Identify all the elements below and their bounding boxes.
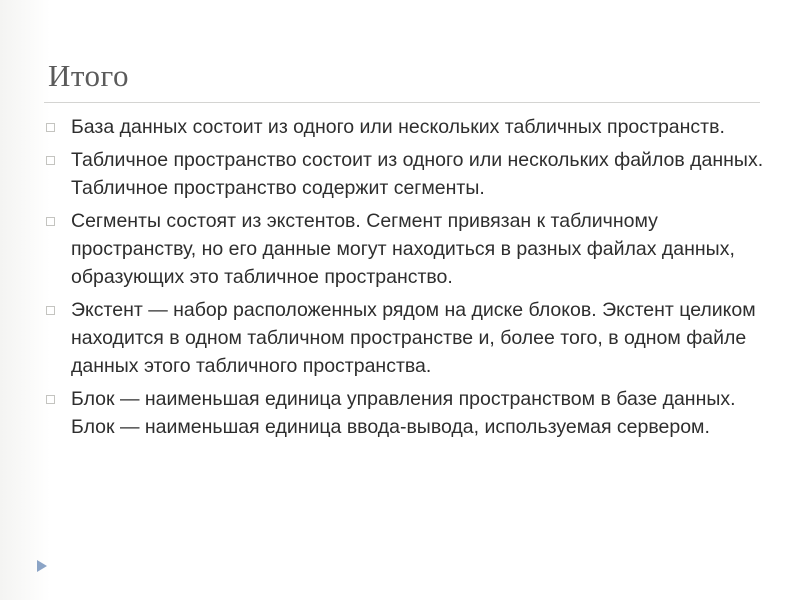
list-item [44, 113, 764, 141]
bullet-list [44, 113, 764, 446]
bullet-text: Блок — наименьшая единица управления пространством в базе данных. Блок — наименьшая единица ввода-вывода, используемая сервером. [71, 388, 736, 438]
square-bullet-icon [44, 113, 71, 141]
list-item [44, 385, 764, 441]
triangle-right-icon [36, 559, 48, 578]
list-item [44, 146, 764, 202]
bullet-text: Экстент — набор расположенных рядом на диске блоков. Экстент целиком находится в одном табличном пространстве и, более того, в одном файле данных этого табличного пространства. [71, 299, 756, 377]
list-item [44, 207, 764, 291]
square-bullet-icon [44, 385, 71, 413]
square-bullet-icon [44, 146, 71, 174]
list-item [44, 296, 764, 380]
square-bullet-icon [44, 296, 71, 324]
square-bullet-icon [44, 207, 71, 235]
bullet-text: Сегменты состоят из экстентов. Сегмент привязан к табличному пространству, но его данные могут находиться в разных файлах данных, образующих это табличное пространство. [71, 210, 735, 288]
title-divider [44, 102, 760, 103]
slide-title: Итого [48, 58, 129, 93]
bullet-text: База данных состоит из одного или нескольких табличных пространств. [71, 116, 725, 138]
bullet-text: Табличное пространство состоит из одного или нескольких файлов данных. Табличное пространство содержит сегменты. [71, 149, 764, 199]
